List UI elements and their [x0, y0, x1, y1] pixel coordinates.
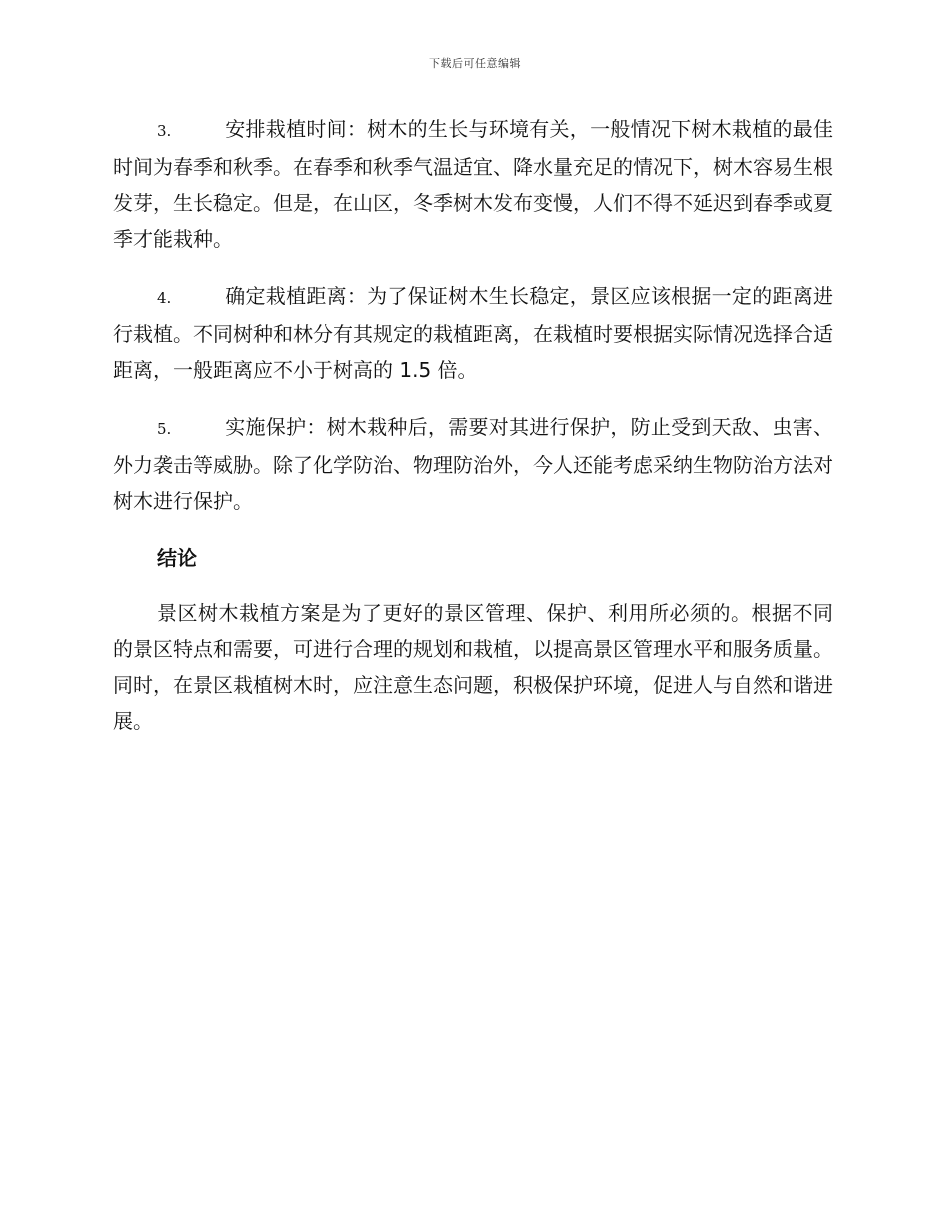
list-item-text: 实施保护：树木栽种后，需要对其进行保护，防止受到天敌、虫害、外力袭击等威胁。除了化学防治、物理防治外，今人还能考虑采纳生物防治方法对树木进行保护。: [113, 415, 833, 513]
header-note: 下载后可任意编辑: [429, 57, 521, 70]
list-item-step-5: [113, 409, 833, 519]
list-item-number: 4.: [157, 289, 172, 307]
list-item-text: 确定栽植距离：为了保证树木生长稳定，景区应该根据一定的距离进行栽植。不同树种和林分有其规定的栽植距离，在栽植时要根据实际情况选择合适距离，一般距离应不小于树高的 1.5 倍。: [113, 284, 833, 382]
document-body: [113, 111, 833, 760]
list-item-step-3: [113, 111, 833, 257]
conclusion-heading: 结论: [157, 546, 197, 570]
list-item-number: 3.: [157, 122, 172, 140]
conclusion-paragraph: 景区树木栽植方案是为了更好的景区管理、保护、利用所必须的。根据不同的景区特点和需要，可进行合理的规划和栽植，以提高景区管理水平和服务质量。同时，在景区栽植树木时，应注意生态问题，积极保护环境，促进人与自然和谐进展。: [113, 601, 833, 733]
list-item-number: 5.: [157, 420, 172, 438]
list-item-text: 安排栽植时间：树木的生长与环境有关，一般情况下树木栽植的最佳时间为春季和秋季。在春季和秋季气温适宜、降水量充足的情况下，树木容易生根发芽，生长稳定。但是，在山区，冬季树木发布变慢，人们不得不延迟到春季或夏季才能栽种。: [113, 117, 833, 251]
list-item-step-4: [113, 278, 833, 388]
